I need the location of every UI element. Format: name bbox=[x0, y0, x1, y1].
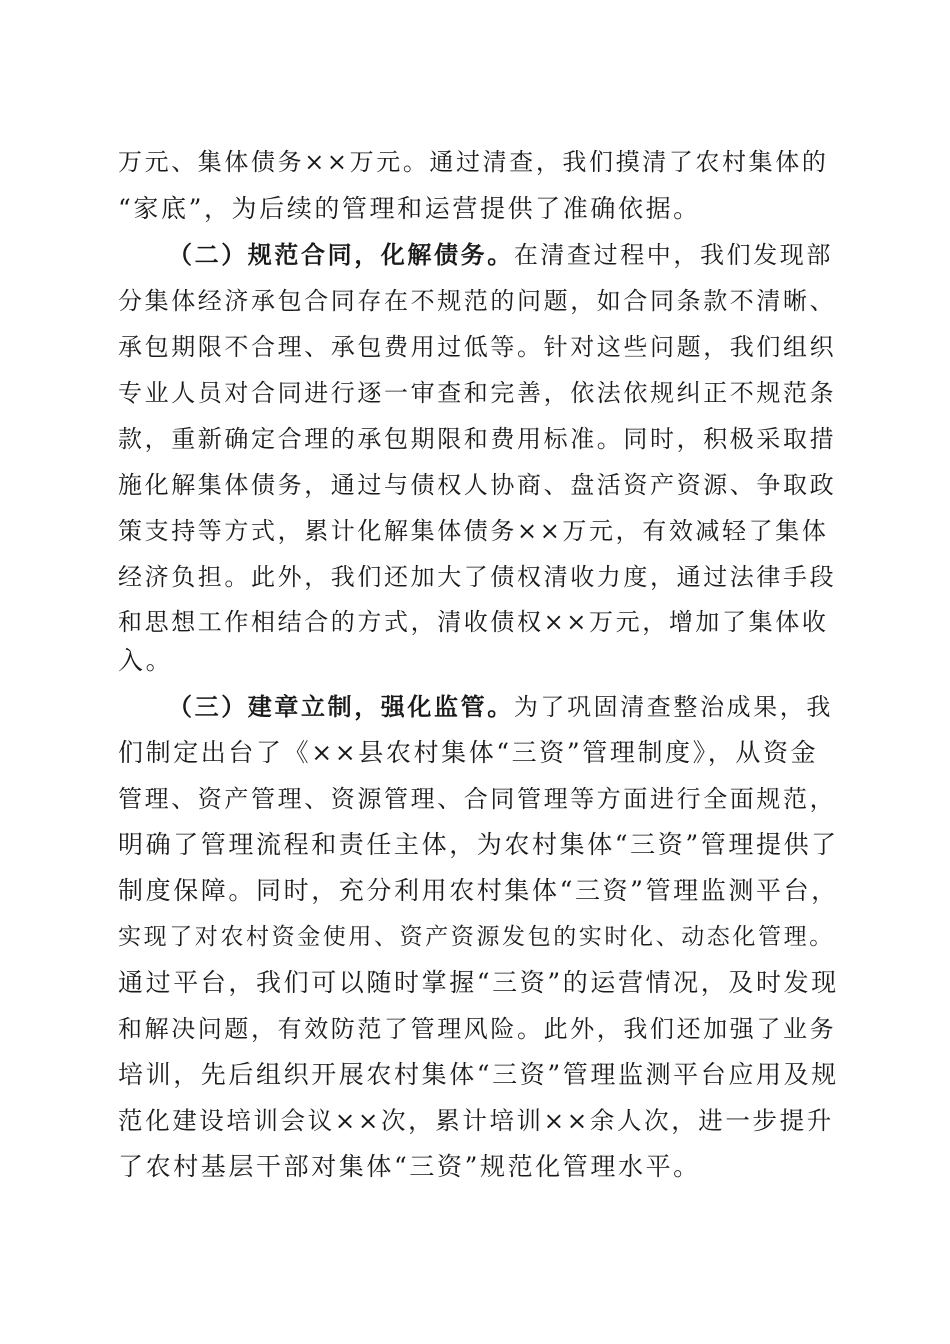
section-3-first-line bbox=[168, 692, 838, 722]
paragraph-line: 们制定出台了《××县农村集体“三资”管理制度》，从资金 bbox=[118, 738, 819, 767]
paragraph-line: 制度保障。同时，充分利用农村集体“三资”管理监测平台， bbox=[118, 876, 839, 905]
paragraph-line: 万元、集体债务××万元。通过清查，我们摸清了农村集体的 bbox=[118, 148, 829, 176]
paragraph-line: 和思想工作相结合的方式，清收债权××万元，增加了集体收 bbox=[118, 608, 829, 636]
section-3-heading: （三）建章立制，强化监管。 bbox=[168, 693, 514, 721]
paragraph-line: 和解决问题，有效防范了管理风险。此外，我们还加强了业务 bbox=[118, 1015, 837, 1043]
paragraph-line: 范化建设培训会议××次，累计培训××余人次，进一步提升 bbox=[118, 1106, 834, 1135]
paragraph-line: 经济负担。此外，我们还加大了债权清收力度，通过法律手段 bbox=[118, 563, 837, 591]
paragraph-line: 专业人员对合同进行逐一审查和完善，依法依规纠正不规范条 bbox=[118, 379, 837, 407]
paragraph-line: 分集体经济承包合同存在不规范的问题，如合同条款不清晰、 bbox=[118, 287, 837, 315]
paragraph-line: 了农村基层干部对集体“三资”规范化管理水平。 bbox=[118, 1152, 701, 1181]
paragraph-line: 明确了管理流程和责任主体，为农村集体“三资”管理提供了 bbox=[118, 830, 839, 859]
section-2-heading: （二）规范合同，化解债务。 bbox=[168, 241, 514, 269]
section-2-lead-text: 在清查过程中，我们发现部 bbox=[513, 241, 834, 269]
paragraph-line: 实现了对农村资金使用、资产资源发包的实时化、动态化管理。 bbox=[118, 924, 835, 950]
paragraph-line: 款，重新确定合理的承包期限和费用标准。同时，积极采取措 bbox=[118, 425, 837, 453]
paragraph-line: 培训，先后组织开展农村集体“三资”管理监测平台应用及规 bbox=[118, 1060, 839, 1089]
section-2-first-line bbox=[168, 240, 838, 270]
paragraph-line: 承包期限不合理、承包费用过低等。针对这些问题，我们组织 bbox=[118, 333, 837, 361]
paragraph-line: 入。 bbox=[118, 646, 174, 675]
section-3-lead-text: 为了巩固清查整治成果，我 bbox=[513, 693, 834, 721]
paragraph-line: 策支持等方式，累计化解集体债务××万元，有效减轻了集体 bbox=[118, 517, 829, 545]
paragraph-line: “家底”，为后续的管理和运营提供了准确依据。 bbox=[118, 194, 701, 223]
paragraph-line: 施化解集体债务，通过与债权人协商、盘活资产资源、争取政 bbox=[118, 471, 837, 499]
paragraph-line: 管理、资产管理、资源管理、合同管理等方面进行全面规范， bbox=[118, 785, 837, 813]
paragraph-line: 通过平台，我们可以随时掌握“三资”的运营情况，及时发现 bbox=[118, 968, 839, 997]
